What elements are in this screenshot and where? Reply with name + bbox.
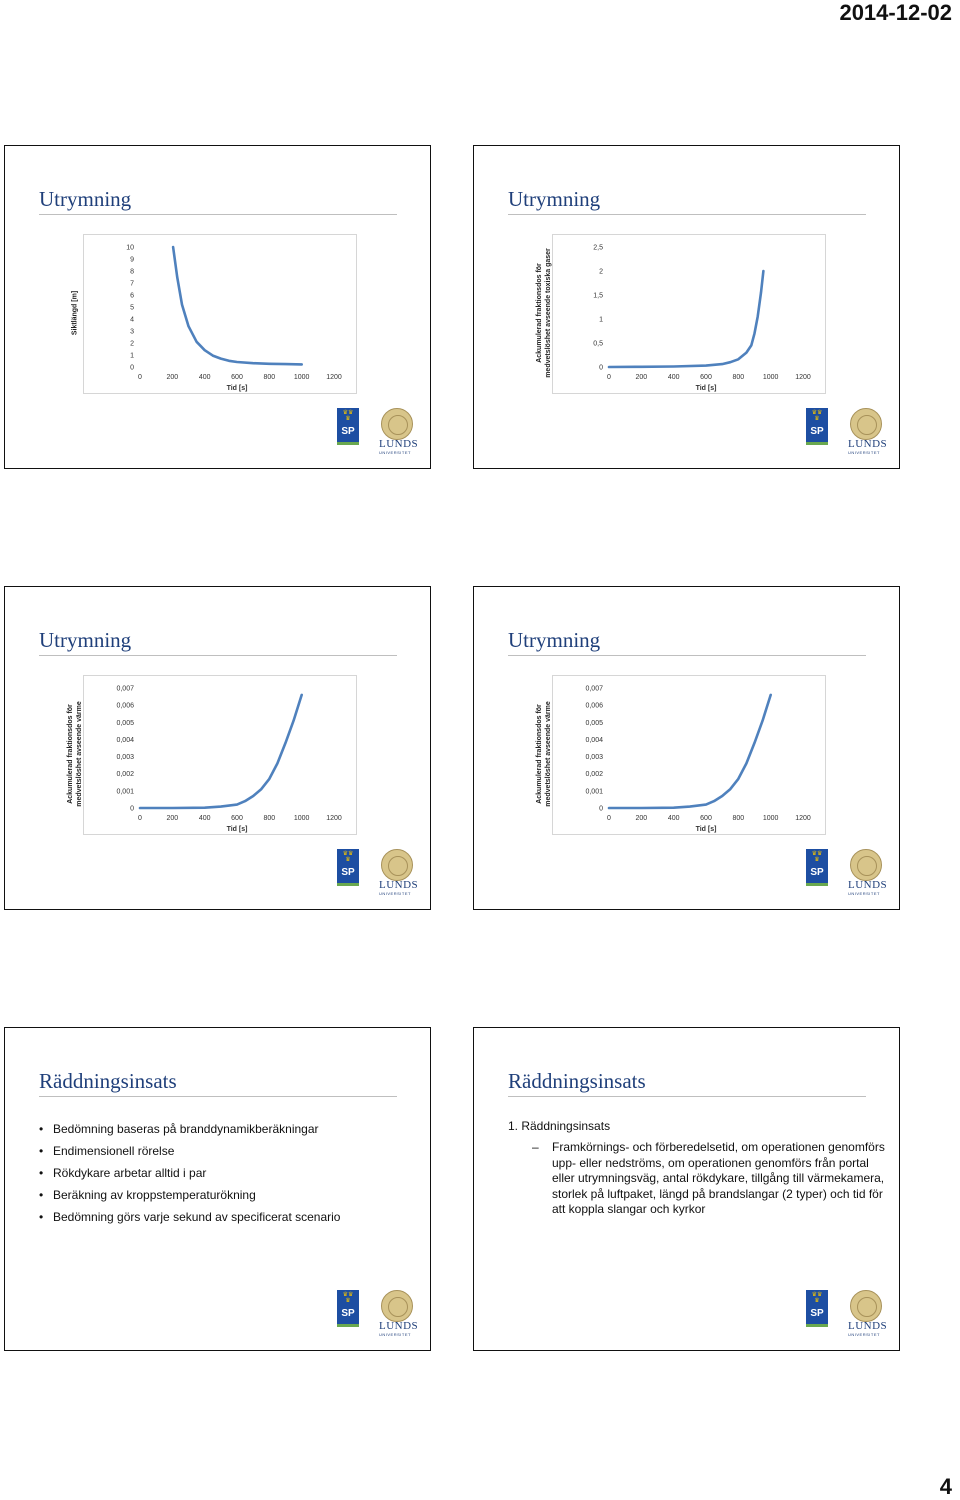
logos <box>337 849 417 899</box>
list-item: • Endimensionell rörelse <box>39 1140 340 1162</box>
slide-2 <box>473 145 900 469</box>
x-tick-label: 0 <box>607 374 611 381</box>
chart-y-axis-label: Ackumulerad fraktionsdos för medvetslöshet avseende värme <box>536 701 552 807</box>
lund-seal-icon <box>850 408 882 440</box>
x-tick-label: 0 <box>607 815 611 822</box>
x-axis-label: Tid [s] <box>226 385 248 392</box>
x-tick-label: 800 <box>263 374 276 381</box>
y-tick-label: 2 <box>599 268 603 276</box>
universitet-wordmark: UNIVERSITET <box>379 891 411 896</box>
x-tick-label: 200 <box>166 374 179 381</box>
x-tick-label: 1000 <box>762 815 779 822</box>
y-tick-label: 0,001 <box>116 788 134 796</box>
y-tick-label: 0,006 <box>585 702 603 710</box>
series-line <box>173 247 302 364</box>
x-tick-label: 200 <box>635 374 648 381</box>
list-item: • Bedömning baseras på branddynamikberäkningar <box>39 1118 340 1140</box>
x-tick-label: 1200 <box>795 815 811 822</box>
sp-logo-stripe <box>806 1324 828 1327</box>
sp-logo: ♛♛ ♛ SP <box>806 1290 828 1324</box>
line-chart <box>553 235 825 393</box>
slide-5 <box>4 1027 431 1351</box>
lund-seal-icon <box>381 1290 413 1322</box>
lunds-wordmark: LUNDS <box>848 1320 888 1332</box>
universitet-wordmark: UNIVERSITET <box>848 891 880 896</box>
logos <box>806 1290 886 1340</box>
sp-logo-stripe <box>806 442 828 445</box>
y-tick-label: 0,004 <box>116 736 134 744</box>
line-chart <box>84 235 356 393</box>
y-tick-label: 2,5 <box>593 244 603 252</box>
y-tick-label: 0,002 <box>585 771 603 779</box>
lund-seal-icon <box>381 849 413 881</box>
list-item: • Beräkning av kroppstemperaturökning <box>39 1184 340 1206</box>
y-tick-label: 0,007 <box>585 685 603 693</box>
x-tick-label: 800 <box>732 815 745 822</box>
y-tick-label: 9 <box>130 256 134 264</box>
x-tick-label: 200 <box>166 815 179 822</box>
y-tick-label: 1 <box>130 352 134 360</box>
y-tick-label: 6 <box>130 292 134 300</box>
line-chart <box>553 676 825 834</box>
universitet-wordmark: UNIVERSITET <box>848 1332 880 1337</box>
x-tick-label: 400 <box>198 374 211 381</box>
slide-title: Utrymning <box>39 628 132 652</box>
y-tick-label: 0,5 <box>593 340 603 348</box>
series-line <box>609 271 763 367</box>
sub-item <box>508 1140 888 1218</box>
chart-area <box>83 234 357 394</box>
sub-item-text: Framkörnings- och förberedelsetid, om operationen genomförs upp- eller nedströms, om operationen genomförs från portal eller utrymningsväg, antal rökdykare, tillgång till värmekamera, storlek på luftpaket, längd på brandslangar (2 typer) och tid för att koppla slangar och kyrkor <box>552 1140 885 1216</box>
sp-logo-stripe <box>806 883 828 886</box>
y-tick-label: 0,003 <box>116 754 134 762</box>
y-tick-label: 0 <box>130 805 134 813</box>
x-tick-label: 400 <box>667 374 680 381</box>
sp-logo-stripe <box>337 1324 359 1327</box>
x-axis-label: Tid [s] <box>695 385 717 392</box>
sp-logo-stripe <box>337 442 359 445</box>
sp-logo: ♛♛ ♛ SP <box>806 408 828 442</box>
sp-logo: ♛♛ ♛ SP <box>337 408 359 442</box>
x-tick-label: 200 <box>635 815 648 822</box>
sp-logo: ♛♛ ♛ SP <box>337 1290 359 1324</box>
y-tick-label: 0 <box>599 364 603 372</box>
lund-seal-icon <box>850 849 882 881</box>
y-tick-label: 0,006 <box>116 702 134 710</box>
x-tick-label: 400 <box>667 815 680 822</box>
y-tick-label: 4 <box>130 316 134 324</box>
chart-area <box>83 675 357 835</box>
lunds-wordmark: LUNDS <box>848 879 888 891</box>
y-tick-label: 0,005 <box>585 719 603 727</box>
y-tick-label: 0 <box>130 364 134 372</box>
slide-1 <box>4 145 431 469</box>
y-tick-label: 8 <box>130 268 134 276</box>
x-tick-label: 800 <box>263 815 276 822</box>
chart-area <box>552 675 826 835</box>
y-tick-label: 5 <box>130 304 134 312</box>
series-line <box>609 695 771 808</box>
slide-title: Utrymning <box>508 187 601 211</box>
x-tick-label: 400 <box>198 815 211 822</box>
title-divider <box>39 655 397 656</box>
lund-seal-icon <box>850 1290 882 1322</box>
x-axis-label: Tid [s] <box>226 826 248 833</box>
title-divider <box>39 1096 397 1097</box>
y-tick-label: 1 <box>599 316 603 324</box>
slide-title: Utrymning <box>508 628 601 652</box>
x-tick-label: 1200 <box>326 815 342 822</box>
slide-4 <box>473 586 900 910</box>
y-tick-label: 0,005 <box>116 719 134 727</box>
chart-area <box>552 234 826 394</box>
x-tick-label: 1200 <box>795 374 811 381</box>
lunds-wordmark: LUNDS <box>379 1320 419 1332</box>
x-tick-label: 600 <box>231 374 243 381</box>
dash-marker: – <box>532 1140 539 1154</box>
line-chart <box>84 676 356 834</box>
universitet-wordmark: UNIVERSITET <box>379 1332 411 1337</box>
chart-y-axis-label: Ackumulerad fraktionsdos för medvetslöshet avseende toxiska gaser <box>536 248 552 378</box>
universitet-wordmark: UNIVERSITET <box>379 450 411 455</box>
y-tick-label: 2 <box>130 340 134 348</box>
y-tick-label: 7 <box>130 280 134 288</box>
lunds-wordmark: LUNDS <box>848 438 888 450</box>
y-tick-label: 3 <box>130 328 134 336</box>
y-tick-label: 0,001 <box>585 788 603 796</box>
chart-y-axis-label: Siktlängd [m] <box>71 290 79 336</box>
logos <box>337 408 417 458</box>
x-tick-label: 1000 <box>762 374 779 381</box>
sp-logo: ♛♛ ♛ SP <box>337 849 359 883</box>
x-tick-label: 600 <box>700 374 712 381</box>
x-tick-label: 1000 <box>293 815 310 822</box>
logos <box>806 408 886 458</box>
title-divider <box>508 655 866 656</box>
sp-logo-stripe <box>337 883 359 886</box>
y-tick-label: 0,004 <box>585 736 603 744</box>
numbered-item: 1. Räddningsinsats <box>508 1119 611 1133</box>
slide-6 <box>473 1027 900 1351</box>
list-item: • Bedömning görs varje sekund av specificerat scenario <box>39 1206 340 1228</box>
lunds-wordmark: LUNDS <box>379 438 419 450</box>
chart-y-axis-label: Ackumulerad fraktionsdos för medvetslöshet avseende värme <box>67 701 83 807</box>
x-tick-label: 1200 <box>326 374 342 381</box>
slide-title: Utrymning <box>39 187 132 211</box>
y-tick-label: 1,5 <box>593 292 603 300</box>
logos <box>337 1290 417 1340</box>
lunds-wordmark: LUNDS <box>379 879 419 891</box>
page-date: 2014-12-02 <box>839 0 952 25</box>
numbered-list <box>508 1118 888 1218</box>
title-divider <box>508 214 866 215</box>
bullet-list <box>39 1118 340 1228</box>
y-tick-label: 0,002 <box>116 771 134 779</box>
slide-title: Räddningsinsats <box>508 1069 646 1093</box>
title-divider <box>508 1096 866 1097</box>
lund-seal-icon <box>381 408 413 440</box>
title-divider <box>39 214 397 215</box>
universitet-wordmark: UNIVERSITET <box>848 450 880 455</box>
x-tick-label: 800 <box>732 374 745 381</box>
x-tick-label: 600 <box>231 815 243 822</box>
y-tick-label: 10 <box>126 244 134 252</box>
logos <box>806 849 886 899</box>
x-tick-label: 0 <box>138 374 142 381</box>
slide-3 <box>4 586 431 910</box>
x-tick-label: 0 <box>138 815 142 822</box>
x-tick-label: 600 <box>700 815 712 822</box>
page-number: 4 <box>939 1474 952 1499</box>
y-tick-label: 0,003 <box>585 754 603 762</box>
series-line <box>140 695 302 808</box>
x-axis-label: Tid [s] <box>695 826 717 833</box>
slide-title: Räddningsinsats <box>39 1069 177 1093</box>
list-item: • Rökdykare arbetar alltid i par <box>39 1162 340 1184</box>
y-tick-label: 0 <box>599 805 603 813</box>
x-tick-label: 1000 <box>293 374 310 381</box>
sp-logo: ♛♛ ♛ SP <box>806 849 828 883</box>
y-tick-label: 0,007 <box>116 685 134 693</box>
